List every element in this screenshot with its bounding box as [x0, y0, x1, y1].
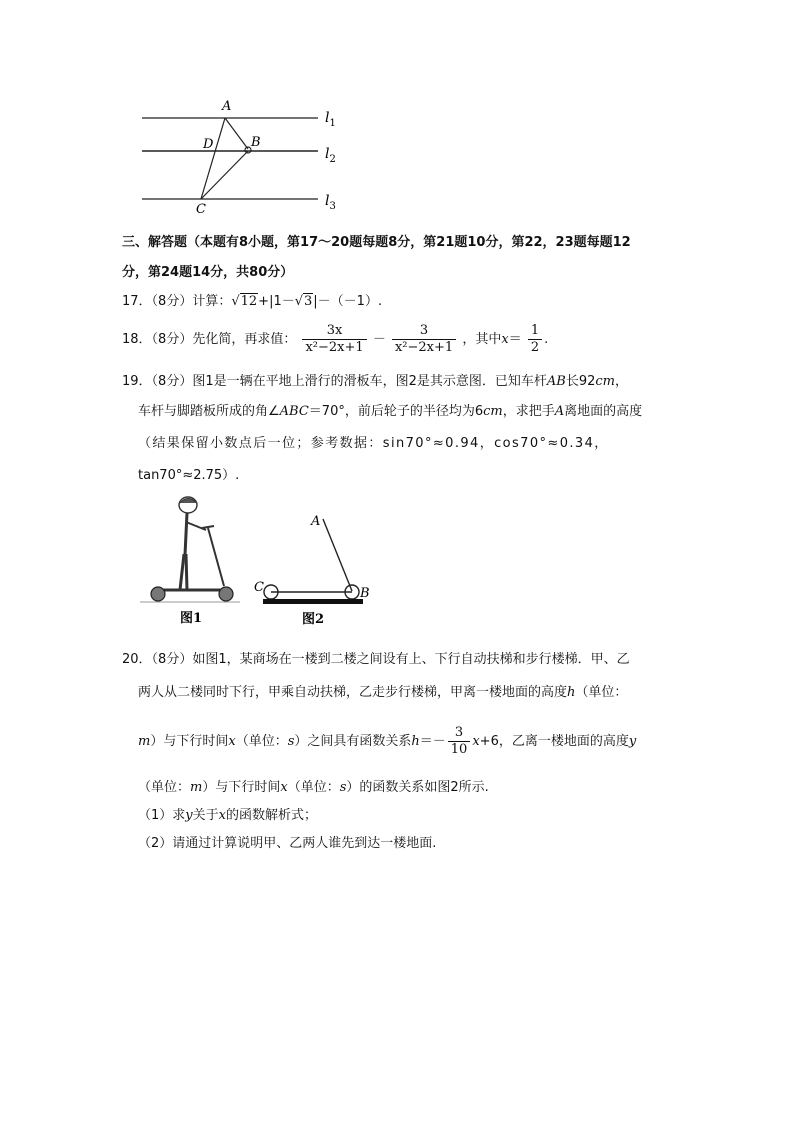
front-wheel-icon	[219, 587, 233, 601]
question-19-line2: 车杆与脚踏板所成的角∠ABC＝70°，前后轮子的半径均为6cm，求把手A离地面的高度	[138, 404, 643, 419]
figure-2-caption: 图2	[302, 612, 325, 627]
rear-wheel-icon	[151, 587, 165, 601]
segment-AB	[225, 118, 248, 149]
question-20-line3: m）与下行时间x（单位：s）之间具有函数关系h＝－ $\frac{3}{10}$ x+6，乙离一楼地面的高度y	[138, 725, 637, 757]
question-17	[122, 292, 382, 312]
question-19-line1: 19．（8分）图1是一辆在平地上滑行的滑板车，图2是其示意图．已知车杆AB长92cm，	[122, 374, 628, 389]
parallel-lines-figure	[130, 92, 360, 217]
label-l2: $l_2$	[325, 146, 336, 165]
ground-bar	[263, 599, 363, 604]
question-20-sub2: （2）请通过计算说明甲、乙两人谁先到达一楼地面.	[138, 836, 437, 851]
section-header-line1: 三、解答题（本题有8小题，第17～20题每题8分，第21题10分，第22，23题每题12	[122, 235, 631, 250]
label-l3: $l_3$	[325, 193, 336, 212]
fraction-half: $\frac{1}{2}$	[528, 323, 542, 356]
q18-end: .	[544, 332, 549, 347]
q18-var: x	[501, 332, 509, 347]
label-C: C	[196, 202, 206, 217]
label-B: B	[360, 586, 370, 601]
label-A: A	[222, 99, 232, 114]
scooter-schematic-figure	[250, 505, 380, 630]
segment-AB	[323, 519, 352, 591]
section-header-line2: 分，第24题14分，共80分）	[122, 265, 294, 280]
q18-mid: ，其中	[462, 332, 502, 347]
label-A: A	[311, 514, 321, 529]
figure-1-caption: 图1	[180, 611, 203, 626]
question-20-line1: 20．（8分）如图1，某商场在一楼到二楼之间设有上、下行自动扶梯和步行楼梯．甲、乙	[122, 652, 630, 667]
scooter-photo-figure	[140, 490, 245, 630]
label-l1: $l_1$	[325, 110, 336, 129]
sqrt-symbol: √	[231, 294, 240, 309]
q18-prefix: 18．（8分）先化简，再求值：	[122, 332, 297, 347]
q17-mid: +|1－	[258, 294, 295, 309]
question-20-line2: 两人从二楼同时下行，甲乘自动扶梯，乙走步行楼梯，甲离一楼地面的高度h（单位：	[138, 685, 628, 700]
fraction-3-10: $\frac{3}{10}$	[448, 725, 471, 758]
label-D: D	[203, 137, 214, 152]
fraction-2: $\frac{3}{\text{x²−2x+1}}$	[392, 323, 456, 356]
sqrt-symbol-2: √	[294, 294, 304, 309]
q17-suffix: |－（－1）.	[313, 294, 383, 309]
sqrt-radicand: 12	[240, 294, 258, 309]
question-19-line4: tan70°≈2.75）.	[138, 468, 240, 483]
question-19-line3: （结果保留小数点后一位；参考数据：sin70°≈0.94，cos70°≈0.34，	[138, 436, 609, 451]
label-B: B	[251, 135, 261, 150]
q18-minus: －	[372, 332, 386, 347]
q17-prefix: 17．（8分）计算：	[122, 294, 232, 309]
question-18	[122, 322, 548, 358]
sqrt-radicand-2: 3	[304, 294, 313, 309]
question-20-line4: （单位：m）与下行时间x（单位：s）的函数关系如图2所示.	[138, 780, 489, 795]
label-C: C	[254, 580, 264, 595]
question-20-sub1: （1）求y关于x的函数解析式；	[138, 808, 318, 823]
fraction-1: $\frac{3x}{\text{x²−2x+1}}$	[302, 323, 366, 356]
q18-eq: ＝	[508, 332, 522, 347]
